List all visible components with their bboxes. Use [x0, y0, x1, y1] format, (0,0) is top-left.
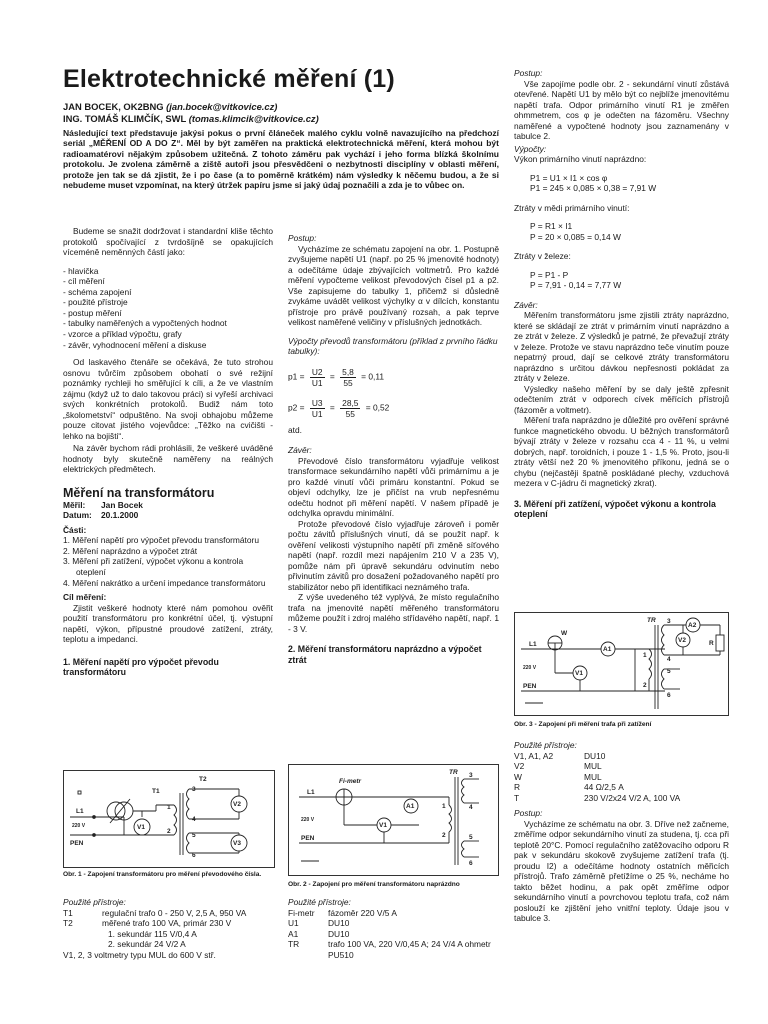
- list-item: - tabulky naměřených a vypočtených hodnot: [63, 318, 227, 329]
- instruments-table: Fi-metr fázoměr 220 V/5 A U1 DU10 A1 DU10 TR trafo 100 VA, 220 V/0,45 A; 24 V/4 A ohmetr PU510: [288, 907, 491, 960]
- parts-list: [63, 535, 273, 588]
- label-l1: L1: [76, 808, 84, 815]
- cil-text: Zjistit veškeré hodnoty které nám pomohou ověřit použití transformátoru pro konkrétní účel, tj. výstupní napětí, výkon, přípustné proudové zatížení, ztráty, teplotu a impedanci.: [63, 602, 273, 645]
- figure-2-caption: Obr. 2 - Zapojení pro měření transformátoru naprázdno: [288, 881, 460, 888]
- casti-label: Části:: [63, 524, 87, 535]
- pin-5: 5: [469, 834, 473, 841]
- subsection-title: 3. Měření při zatížení, výpočet výkonu a kontrola oteplení: [514, 498, 716, 519]
- list-item: - cíl měření: [63, 276, 105, 287]
- label-w: W: [561, 630, 568, 637]
- pin-6: 6: [192, 852, 196, 859]
- zaver-label: Závěr:: [514, 299, 538, 310]
- instruments-table: V1, A1, A2 DU10 V2 MUL W MUL R 44 Ω/2,5 A T 230 V/2x24 V/2 A, 100 VA: [514, 750, 681, 803]
- ztraty-fe-label: Ztráty v železe:: [514, 251, 571, 261]
- pin-2: 2: [643, 682, 647, 689]
- pin-5: 5: [667, 668, 671, 675]
- vypocty-label: Výpočty:: [514, 143, 547, 154]
- label-fimetr: Fi-metr: [339, 778, 362, 785]
- pin-3: 3: [192, 786, 196, 793]
- ztraty-med-label: Ztráty v mědi primárního vinutí:: [514, 202, 630, 213]
- formula-p1: p1 = $\frac{U2}{U1}$ = $\frac{5,8}{55}$ = 0,11: [288, 366, 385, 388]
- zaver-p2: Protože převodové číslo vyjadřuje zároveň i poměr počtu závitů příslušných vinutí, dá se použít např. k ověření velikosti výstupního napětí při změně síťového napětí (např. rozdíl mezi napájením 210 V a 235 V), pomůže nám při úpravě sekundáru odvinutím nebo přivinutím závitů pro dosažení požadovaného napětí pro stabilizátor nebo při identifikaci neznámého trafa.: [288, 518, 499, 592]
- label-t1: T1: [152, 788, 160, 795]
- vykon-label: Výkon primárního vinutí naprázdno:: [514, 154, 647, 164]
- pin-5: 5: [192, 832, 196, 839]
- instruments-title: Použité přístroje:: [288, 897, 351, 907]
- list-item: 2. Měření naprázdno a výpočet ztrát: [63, 545, 198, 556]
- label-v2: V2: [233, 801, 241, 808]
- label-l1: L1: [529, 641, 537, 648]
- figure-1-caption: Obr. 1 - Zapojení transformátoru pro měření převodového čísla.: [63, 871, 262, 878]
- authors: [63, 101, 319, 124]
- subsection-title: 2. Měření transformátoru naprázdno a výpočet ztrát: [288, 644, 482, 665]
- list-item: - vzorce a příklad výpočtu, grafy: [63, 329, 182, 340]
- instruments-table: T1 regulační trafo 0 - 250 V, 2,5 A, 950 VA T2 měřené trafo 100 VA, primár 230 V 1. sekundár 115 V/0,4 A 2. sekundár 24 V/2 A: [63, 907, 247, 950]
- postup-text: Vše zapojíme podle obr. 2 - sekundární vinutí zůstává otevřené. Napětí U1 by mělo být co nejblíže jmenovitému napětí trafa. Odpor primárního vinutí R1 je změřen ohmmetrem, cos φ je odečten na fázoměru. Všechny naměřené a vypočtené hodnoty jsou zaznamenány v tabulce 2.: [514, 78, 729, 141]
- column-1: [63, 226, 273, 678]
- paragraph: Od laskavého čtenáře se očekává, že tuto strohou osnovu tvůrčím způsobem obohatí o své režijní poznámky rychleji ho směřující k cíli, a že ve vlastním zájmu (když už to dalo takovou práci) si vyřeší archivaci svých konkrétních protokolů. Budiž nám toto „školometství“ odpuštěno. Na svoji obhajobu můžeme pouze citovat jistého vojevůdce: „Těžko na cvičišti - lehko na bojišti“.: [63, 357, 273, 441]
- paragraph: Na závěr bychom rádi prohlásili, že veškeré uváděné hodnoty byly skutečně naměřeny na reálných elektrických předmětech.: [63, 443, 273, 475]
- datum-line: Datum: 20.1.2000: [63, 510, 139, 521]
- label-pen: PEN: [523, 683, 537, 690]
- p1-value: P1 = 245 × 0,085 × 0,38 = 7,91 W: [530, 183, 657, 193]
- pin-1: 1: [643, 652, 647, 659]
- p1-formula: P1 = U1 × I1 × cos φ: [530, 172, 608, 183]
- author-2: ING. TOMÁŠ KLIMČÍK, SWL (tomas.klimcik@vitkovice.cz): [63, 112, 319, 124]
- postup-label: Postup:: [288, 233, 317, 243]
- figure-2-schematic: [289, 765, 498, 875]
- pcu-value: P = 20 × 0,085 = 0,14 W: [530, 231, 621, 242]
- label-v3: V3: [233, 840, 241, 847]
- label-v1: V1: [575, 670, 583, 677]
- figure-1: [63, 770, 275, 868]
- label-tr: TR: [449, 769, 458, 776]
- label-r: R: [709, 640, 714, 647]
- list-item: 4. Měření nakrátko a určení impedance transformátoru: [63, 577, 266, 588]
- pin-1: 1: [442, 803, 446, 810]
- zaver-label: Závěr:: [288, 445, 312, 455]
- pin-3: 3: [667, 618, 671, 625]
- label-v2: V2: [678, 637, 686, 644]
- author-1-email: (jan.bocek@vitkovice.cz): [166, 101, 278, 112]
- zaver-p1: Převodové číslo transformátoru vyjadřuje velikost transformace sekundárního napětí vůči primárnímu a je pro každé vinutí vůči primáru konstantní. Pokud se objeví odchylky, lze je přičíst na vrub nepřesnému odečtu hodnot při měření napětí. V našem případě je odchylka opravdu minimální.: [288, 455, 499, 518]
- label-220v: 220 V: [301, 817, 315, 823]
- author-1: JAN BOCEK, OK2BNG (jan.bocek@vitkovice.cz): [63, 101, 278, 112]
- column-2-instruments: [288, 897, 499, 960]
- protocol-parts-list: [63, 266, 273, 351]
- pfe-formula: P = P1 - P: [530, 269, 569, 280]
- pin-4: 4: [667, 656, 671, 663]
- label-a2: A2: [688, 622, 697, 629]
- postup-text: Vycházíme ze schématu zapojení na obr. 1. Postupně zvyšujeme napětí U1 (např. po 25 % jmenovité hodnoty) a odečítáme údaje zbývajících voltmetrů. Pro každé měření vypočteme velikost převodových čísel p1 a p2. Vše zapisujeme do tabulky 1, přičemž si důsledně zvykáme uvádět velikost výchylky α v dílcích, konstantu přístroje pro právě používaný rozsah, a pak teprve velikost naměřené veličiny v příslušných jednotkách.: [288, 243, 499, 327]
- pcu-formula: P = R1 × I1: [530, 221, 573, 231]
- label-220v: 220 V: [72, 823, 86, 829]
- pin-4: 4: [469, 804, 473, 811]
- formula-p2: p2 = $\frac{U3}{U1}$ = $\frac{28,5}{55}$ = 0,52: [288, 397, 390, 419]
- pin-6: 6: [469, 860, 473, 867]
- instruments-title: Použité přístroje:: [514, 740, 577, 750]
- zaver-p2: Výsledky našeho měření by se daly ještě zpřesnit odečtením ztrát v odporech cívek měřících přístrojů (fázoměr a voltmetr).: [514, 383, 729, 415]
- zaver-p3: Z výše uvedeného též vyplývá, že místo regulačního trafa na jmenovité napětí měřeného transformátoru můžeme použít i zdroj malého střídavého napětí, např. 1 - 3 V.: [288, 592, 499, 634]
- cil-label: Cíl měření:: [63, 592, 107, 603]
- pfe-value: P = 7,91 - 0,14 = 7,77 W: [530, 280, 622, 290]
- pin-6: 6: [667, 692, 671, 699]
- column-2: [288, 233, 499, 665]
- column-3: [514, 68, 729, 520]
- figure-3: [514, 612, 729, 716]
- label-l1: L1: [307, 789, 315, 796]
- atd: atd.: [288, 424, 302, 435]
- list-item: - postup měření: [63, 307, 122, 318]
- figure-3-caption: Obr. 3 - Zapojení při měření trafa při zatížení: [514, 721, 652, 728]
- label-a1: A1: [406, 803, 415, 810]
- list-item: 3. Měření při zatížení, výpočet výkonu a kontrola oteplení: [63, 556, 244, 578]
- column-3-bottom: [514, 740, 729, 924]
- subsection-title: 1. Měření napětí pro výpočet převodu transformátoru: [63, 656, 219, 678]
- list-item: - použité přístroje: [63, 297, 128, 308]
- list-item: 1. Měření napětí pro výpočet převodu transformátoru: [63, 535, 259, 546]
- pin-3: 3: [469, 772, 473, 779]
- label-t2: T2: [199, 776, 207, 783]
- label-pen: PEN: [301, 835, 315, 842]
- zaver-p1: Měřením transformátoru jsme zjistili ztráty naprázdno, které se skládají ze ztrát v primárním vinutí naprázdno a ze ztrát v železe. Z výsledků je patrné, že převažují ztráty v železe. Protože ve stavu naprázdno teče vinutím pouze nepatrný proud, dají se celkové ztráty transformátoru naprázdno s určitou dávkou nepřesnosti pokládat za ztráty v železe.: [514, 310, 729, 383]
- label-a1: A1: [603, 646, 612, 653]
- postup-text-2: Vycházíme ze schématu na obr. 3. Dříve než začneme, změříme odpor sekundárního vinutí za studena, tj. cca při teplotě 20°C. Pomocí regulačního zatěžovacího odporu R pak v sekundáru skokově zvyšujeme zatížení trafa (tj. proudu I2) a odečítáme hodnoty ostatních měřicích přístrojů. Trafo záměrně přetížíme o 25 %, necháme ho takto běžet hodinu, a pak opět změříme odpor sekundárního vinutí a povrchovou teplotu trafa, což nám poslouží ke zjištění jeho vnitřní teploty. Údaje jsou v tabulce 3.: [514, 818, 729, 924]
- label-v1: V1: [379, 822, 387, 829]
- postup-label: Postup:: [514, 68, 543, 78]
- meril-line: Měřil: Jan Bocek: [63, 499, 143, 510]
- figure-1-schematic: [64, 771, 274, 867]
- zaver-p3: Měření trafa naprázdno je důležité pro ověření správné funkce magnetického obvodu. U běžných transformátorů bývají ztráty v železe v rozsahu cca 4 - 11 %, u velmi dobrých, např. toroidních, i pouze 1 - 1,5 %. Proto, jsou-li ztráty větší než 20 % jmenovitého příkonu, jedná se o chybu (nejčastěji špatně poskládané plechy, vzduchová mezera v C-jádru či magnetický zkrat).: [514, 415, 729, 488]
- vypocty-label: Výpočty převodů transformátoru (příklad z prvního řádku tabulky):: [288, 335, 498, 356]
- list-item: - schéma zapojení: [63, 286, 132, 297]
- postup-label-2: Postup:: [514, 808, 543, 819]
- label-tr: TR: [647, 617, 656, 624]
- list-item: - závěr, vyhodnocení měření a diskuse: [63, 339, 207, 350]
- article-title: Elektrotechnické měření (1): [63, 65, 395, 93]
- intro-paragraph: Budeme se snažit dodržovat i standardní kliše těchto protokolů spočívající z tvrdošíjně se opakujících víceméně neměnných částí jako:: [63, 226, 273, 257]
- label-v1: V1: [137, 824, 145, 831]
- list-item: - hlavička: [63, 265, 99, 276]
- figure-3-schematic: [515, 613, 728, 715]
- label-pen: PEN: [70, 840, 84, 847]
- label-220v: 220 V: [523, 665, 537, 671]
- pin-2: 2: [167, 828, 171, 835]
- author-2-email: (tomas.klimcik@vitkovice.cz): [188, 112, 319, 124]
- pin-1: 1: [167, 804, 171, 811]
- pin-2: 2: [442, 832, 446, 839]
- lead-paragraph: Následující text představuje jakýsi pokus o první článeček malého cyklu volně navazujícího na předchozí seriál „MĚŘENÍ OD A DO Z“. Měl by být zaměřen na praktická elektrotechnická měření, která mohou být radioamatérovi nějakým způsobem užitečná. Z tohoto záměru pak vychází i jeho forma blízká školnímu protokolu. Je zvolena záměrně a ziště autoři jsou přesvědčeni o nezbytnosti disciplíny v oblasti měření, protože jen tak se dá zjistit, že i po čase (a to poměrně krátkém) nám výsledky k něčemu budou, a že si nebudeme muset vzpomínat, na který útržek papíru jsme si jaký údaj poznačili a zda je to vůbec on.: [63, 128, 499, 191]
- instruments-title: Použité přístroje:: [63, 897, 126, 907]
- instruments-last: V1, 2, 3 voltmetry typu MUL do 600 V stř.: [63, 949, 216, 960]
- section-title: Měření na transformátoru: [63, 485, 215, 500]
- figure-2: [288, 764, 499, 876]
- pin-4: 4: [192, 816, 196, 823]
- column-1-instruments: [63, 897, 273, 960]
